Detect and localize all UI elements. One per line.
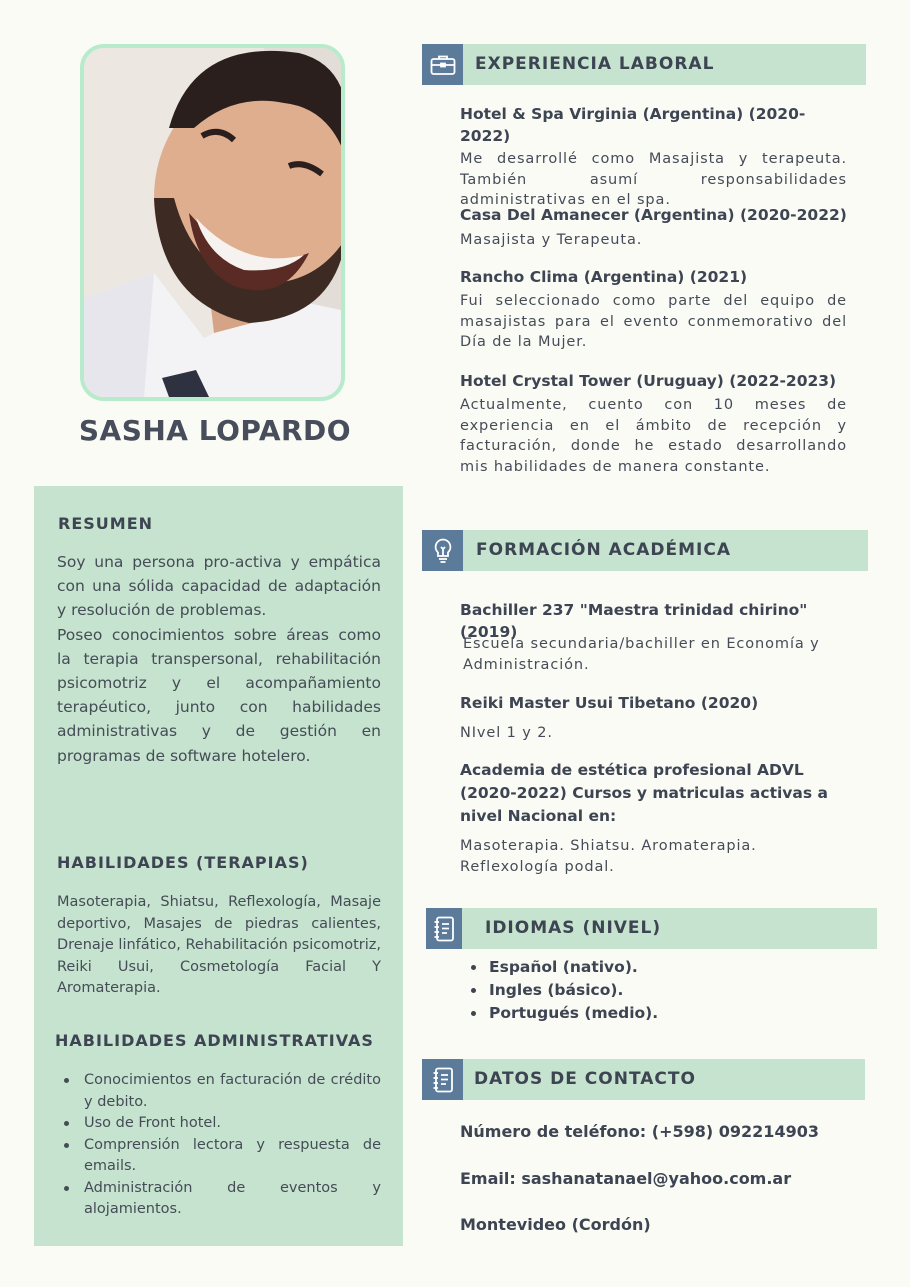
education-title: Academia de estética profesional ADVL (2020-2022) Cursos y matriculas activas a nivel Nacional en:	[460, 761, 828, 825]
summary-paragraph: Poseo conocimientos sobre áreas como la terapia transpersonal, rehabilitación psicomotriz y el acompañamiento terapéutico, junto con habilidades administrativas y de gestión en programas de software hotelero.	[57, 625, 381, 765]
experience-entry	[460, 370, 847, 477]
profile-photo	[80, 44, 345, 401]
entry-text: Actualmente, cuento con 10 meses de experiencia en el ámbito de recepción y facturación, donde he estado desarrollando mis habilidades de manera constante.	[460, 397, 847, 475]
education-title: Bachiller 237 "Maestra trinidad chirino" (2019)	[460, 601, 808, 641]
summary-text	[57, 550, 381, 768]
entry-title: Casa Del Amanecer (Argentina) (2020-2022)	[460, 206, 847, 224]
language-item: Portugués (medio).	[461, 1002, 761, 1025]
education-text: NIvel 1 y 2.	[460, 725, 553, 741]
notebook-icon	[426, 908, 462, 949]
candidate-name: SASHA LOPARDO	[78, 414, 352, 447]
entry-text: Masajista y Terapeuta.	[460, 232, 643, 248]
therapy-skills-heading: HABILIDADES (TERAPIAS)	[57, 853, 309, 872]
languages-heading: IDIOMAS (NIVEL)	[485, 918, 662, 938]
experience-entry	[460, 103, 847, 211]
lightbulb-icon	[422, 530, 463, 571]
summary-heading: RESUMEN	[58, 514, 154, 533]
entry-title: Rancho Clima (Argentina) (2021)	[460, 268, 748, 286]
list-item: Conocimientos en facturación de crédito y debito.	[57, 1070, 381, 1113]
experience-entry	[460, 266, 847, 353]
language-item: Ingles (básico).	[461, 979, 761, 1002]
languages-list	[461, 956, 761, 1025]
summary-paragraph: Soy una persona pro-activa y empática con una sólida capacidad de adaptación y resolución de problemas.	[57, 553, 381, 620]
list-item: Administración de eventos y alojamientos.	[57, 1178, 381, 1221]
education-heading: FORMACIÓN ACADÉMICA	[476, 540, 732, 560]
contact-location: Montevideo (Cordón)	[460, 1215, 651, 1234]
list-item: Uso de Front hotel.	[57, 1113, 381, 1135]
experience-heading: EXPERIENCIA LABORAL	[475, 54, 715, 74]
education-text: Escuela secundaria/bachiller en Economía y Administración.	[463, 636, 820, 673]
education-title: Reiki Master Usui Tibetano (2020)	[460, 694, 759, 712]
entry-title: Hotel & Spa Virginia (Argentina) (2020-2022)	[460, 105, 806, 145]
briefcase-icon	[422, 44, 463, 85]
contact-email: Email: sashanatanael@yahoo.com.ar	[460, 1169, 792, 1188]
admin-skills-heading: HABILIDADES ADMINISTRATIVAS	[55, 1031, 374, 1050]
experience-entry	[460, 204, 847, 251]
contact-phone: Número de teléfono: (+598) 092214903	[460, 1122, 819, 1141]
admin-skills-list	[57, 1070, 381, 1221]
entry-title: Hotel Crystal Tower (Uruguay) (2022-2023)	[460, 372, 837, 390]
entry-text: Fui seleccionado como parte del equipo de masajistas para el evento conmemorativo del Día de la Mujer.	[460, 293, 847, 351]
notebook-icon	[422, 1059, 463, 1100]
entry-text: Me desarrollé como Masajista y terapeuta. También asumí responsabilidades administrativas en el spa.	[460, 151, 847, 209]
list-item: Comprensión lectora y respuesta de emails.	[57, 1135, 381, 1178]
education-text: Masoterapia. Shiatsu. Aromaterapia. Reflexología podal.	[460, 838, 757, 875]
contact-heading: DATOS DE CONTACTO	[474, 1069, 696, 1089]
language-item: Español (nativo).	[461, 956, 761, 979]
therapy-skills-text: Masoterapia, Shiatsu, Reflexología, Masaje deportivo, Masajes de piedras calientes, Drenaje linfático, Rehabilitación psicomotriz, Reiki Usui, Cosmetología Facial Y Aromaterapia.	[57, 894, 381, 996]
